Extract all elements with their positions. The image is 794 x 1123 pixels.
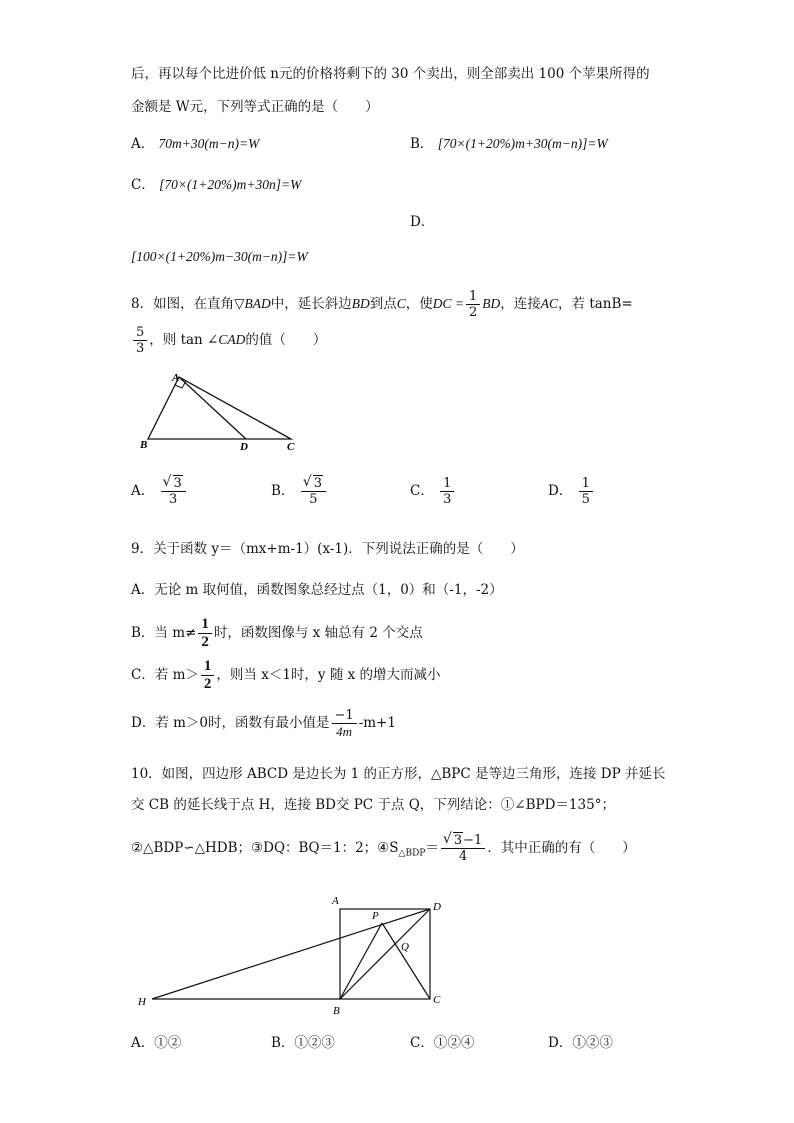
q7-option-d-expr: [100×(1+20%)m−30(m−n)]=W	[131, 249, 308, 264]
fraction-five-thirds: $\frac{5}{3}$	[133, 326, 147, 355]
q10-line2: 交 CB 的延长线于点 H，连接 BD交 PC 于点 Q，下列结论：①∠BPD＝135°；	[131, 797, 615, 813]
q7-option-c[interactable]: C． [70×(1+20%)m+30n]=W	[131, 177, 302, 193]
q9-option-c[interactable]: C．若 m＞ $\frac{1}{2}$ ，则当 x＜1时，y 随 x 的增大而减小	[131, 658, 441, 692]
q8-point-d-label: D	[240, 441, 248, 453]
fraction-one-half: $\frac{1}{2}$	[466, 290, 480, 319]
q8-stem-line2: $\frac{5}{3}$ ，则 tan ∠CAD的值（ ）	[131, 326, 326, 355]
q8-point-b-label: B	[140, 439, 148, 451]
q10-point-h-label: H	[138, 996, 146, 1008]
q7-option-d-label[interactable]: D．	[410, 214, 435, 230]
q9-option-d[interactable]: D．若 m＞0时，函数有最小值是 $\frac{-1}{4m}$ -m+1	[131, 708, 396, 739]
q8-option-d[interactable]: D． $\frac{1}{5}$	[548, 477, 595, 506]
q10-point-q-label: Q	[401, 941, 409, 953]
q7-option-b-expr: [70×(1+20%)m+30(m−n)]=W	[437, 136, 608, 151]
q7-option-a-expr: 70m+30(m−n)=W	[158, 136, 260, 151]
q8-stem: 8．如图，在直角▽BAD中，延长斜边BD到点C，使DC = $\frac{1}{2}$ BD，连接AC，若 tanB=	[131, 289, 633, 320]
q8-option-b[interactable]: B． √ $\frac{3}{5}$	[271, 477, 328, 506]
q10-line3: ②△BDP∽△HDB；③DQ：BQ＝1：2；$④S_{\triangle BDP}=$ √ $\frac{3-1}{4}$ ．其中正确的有（ ）	[131, 834, 636, 863]
q10-point-b-label: B	[333, 1005, 340, 1017]
q10-option-d[interactable]: D．①②③	[548, 1035, 613, 1051]
q7-line2: 金额是 W元，下列等式正确的是（ ）	[131, 99, 379, 115]
q7-option-c-expr: [70×(1+20%)m+30n]=W	[159, 177, 302, 192]
q10-option-c[interactable]: C．①②④	[410, 1035, 475, 1051]
q7-line1: 后，再以每个比进价低 n元的价格将剩下的 30 个卖出，则全部卖出 100 个苹果所得的	[131, 66, 650, 82]
q8-point-c-label: C	[287, 441, 295, 453]
q9-stem: 9．关于函数 y＝（mx+m-1）(x-1)．下列说法正确的是（ ）	[131, 541, 524, 557]
q8-triangle-figure	[133, 368, 308, 454]
q7-option-a[interactable]: A． 70m+30(m−n)=W	[131, 136, 260, 152]
q10-point-d-label: D	[433, 901, 441, 913]
q10-point-c-label: C	[433, 994, 441, 1006]
q10-option-b[interactable]: B．①②③	[271, 1035, 335, 1051]
q10-square-figure	[130, 890, 450, 1020]
q8-option-c[interactable]: C． $\frac{1}{3}$	[410, 477, 456, 506]
q7-option-b[interactable]: B． [70×(1+20%)m+30(m−n)]=W	[410, 136, 608, 152]
q9-option-a[interactable]: A．无论 m 取何值，函数图象总经过点（1，0）和（-1，-2）	[131, 582, 503, 598]
q8-option-a[interactable]: A． √ $\frac{3}{3}$	[131, 477, 188, 506]
q8-point-a-label: A	[172, 372, 180, 384]
q10-line1: 10．如图，四边形 ABCD 是边长为 1 的正方形，△BPC 是等边三角形，连接 DP 并延长	[131, 766, 666, 782]
q9-option-b[interactable]: B．当 m≠ $\frac{1}{2}$ 时，函数图像与 x 轴总有 2 个交点	[131, 616, 423, 650]
q10-point-a-label: A	[332, 895, 339, 907]
q10-option-a[interactable]: A．①②	[131, 1035, 182, 1051]
q10-point-p-label: P	[372, 910, 379, 922]
